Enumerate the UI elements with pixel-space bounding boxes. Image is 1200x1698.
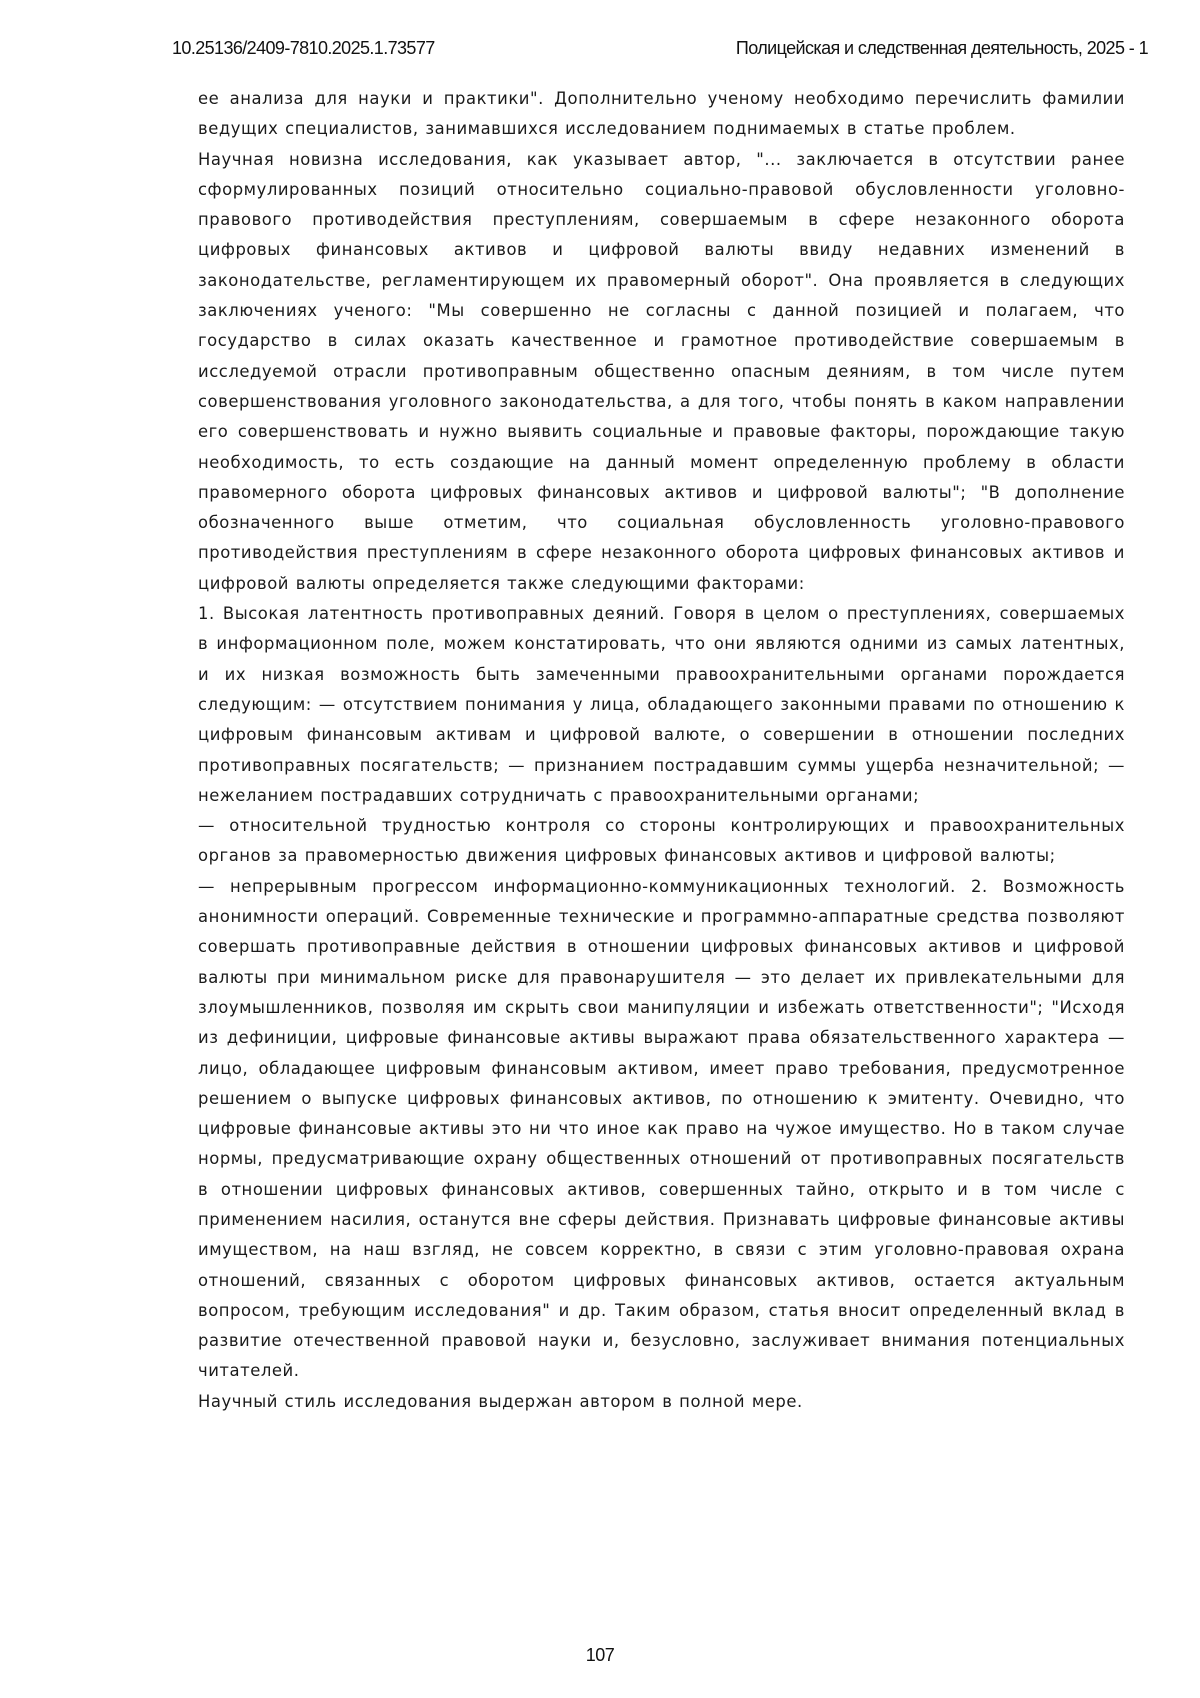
body-text: [198, 84, 1125, 1417]
document-page: [0, 0, 1200, 1698]
page-number: 107: [0, 1645, 1200, 1666]
doi-text: 10.25136/2409-7810.2025.1.73577: [172, 38, 435, 59]
paragraph-3: 1. Высокая латентность противоправных деяний. Говоря в целом о преступлениях, совершаемых в информационном поле, можем констатировать, что они являются одними из самых латентных, и их низкая возможность быть замеченными правоохранительными органами порождается следующим: — отсутствием понимания у лица, обладающего законными правами по отношению к цифровым финансовым активам и цифровой валюте, о совершении в отношении последних противоправных посягательств; — признанием пострадавшим суммы ущерба незначительной; — нежеланием пострадавших сотрудничать с правоохранительными органами;: [198, 599, 1125, 811]
paragraph-6: Научный стиль исследования выдержан автором в полной мере.: [198, 1387, 1125, 1417]
page-header: [172, 38, 1148, 62]
paragraph-2: Научная новизна исследования, как указывает автор, "... заключается в отсутствии ранее сформулированных позиций относительно социально-правовой обусловленности уголовно-правового противодействия преступлениям, совершаемым в сфере незаконного оборота цифровых финансовых активов и цифровой валюты ввиду недавних изменений в законодательстве, регламентирующем их правомерный оборот". Она проявляется в следующих заключениях ученого: "Мы совершенно не согласны с данной позицией и полагаем, что государство в силах оказать качественное и грамотное противодействие совершаемым в исследуемой отрасли противоправным общественно опасным деяниям, в том числе путем совершенствования уголовного законодательства, а для того, чтобы понять в каком направлении его совершенствовать и нужно выявить социальные и правовые факторы, порождающие такую необходимость, то есть создающие на данный момент определенную проблему в области правомерного оборота цифровых финансовых активов и цифровой валюты"; "В дополнение обозначенного выше отметим, что социальная обусловленность уголовно-правового противодействия преступлениям в сфере незаконного оборота цифровых финансовых активов и цифровой валюты определяется также следующими факторами:: [198, 145, 1125, 599]
journal-title: Полицейская и следственная деятельность, 2025 - 1: [736, 38, 1148, 59]
paragraph-4: — относительной трудностью контроля со стороны контролирующих и правоохранительных органов за правомерностью движения цифровых финансовых активов и цифровой валюты;: [198, 811, 1125, 872]
paragraph-1: ее анализа для науки и практики". Дополнительно ученому необходимо перечислить фамилии ведущих специалистов, занимавшихся исследованием поднимаемых в статье проблем.: [198, 84, 1125, 145]
paragraph-5: — непрерывным прогрессом информационно-коммуникационных технологий. 2. Возможность анонимности операций. Современные технические и программно-аппаратные средства позволяют совершать противоправные действия в отношении цифровых финансовых активов и цифровой валюты при минимальном риске для правонарушителя — это делает их привлекательными для злоумышленников, позволяя им скрыть свои манипуляции и избежать ответственности"; "Исходя из дефиниции, цифровые финансовые активы выражают права обязательственного характера — лицо, обладающее цифровым финансовым активом, имеет право требования, предусмотренное решением о выпуске цифровых финансовых активов, по отношению к эмитенту. Очевидно, что цифровые финансовые активы это ни что иное как право на чужое имущество. Но в таком случае нормы, предусматривающие охрану общественных отношений от противоправных посягательств в отношении цифровых финансовых активов, совершенных тайно, открыто и в том числе с применением насилия, останутся вне сферы действия. Признавать цифровые финансовые активы имуществом, на наш взгляд, не совсем корректно, в связи с этим уголовно-правовая охрана отношений, связанных с оборотом цифровых финансовых активов, остается актуальным вопросом, требующим исследования" и др. Таким образом, статья вносит определенный вклад в развитие отечественной правовой науки и, безусловно, заслуживает внимания потенциальных читателей.: [198, 872, 1125, 1387]
